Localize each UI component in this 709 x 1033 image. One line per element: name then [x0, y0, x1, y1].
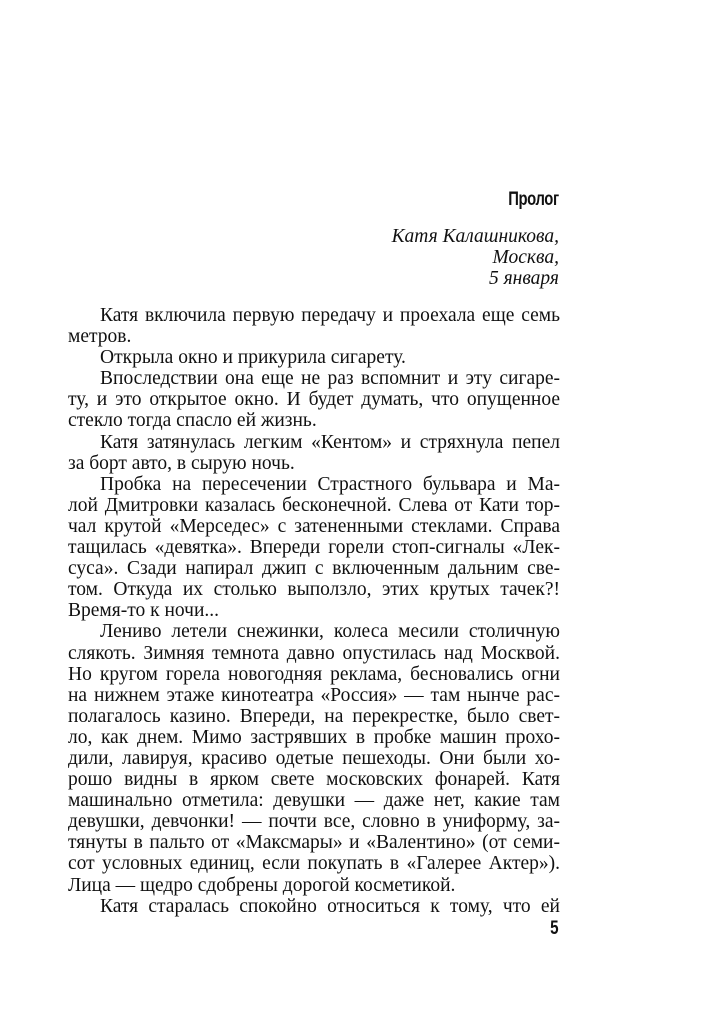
text-line: метров. — [68, 326, 132, 348]
text-line: слякоть. Зимняя темнота давно опустилась над Москвой. — [68, 642, 560, 664]
epigraph-line: 5 января — [488, 268, 559, 289]
text-line: том. Откуда их столько выползло, этих крутых тачек?! — [68, 579, 560, 601]
text-line: Впоследствии она еще не раз вспомнит и эту сигаре- — [100, 368, 560, 390]
page-number: 5 — [550, 918, 559, 939]
text-line: Лица — щедро сдобрены дорогой косметикой. — [68, 874, 456, 896]
text-line: машинально отметила: девушки — даже нет, какие там — [68, 790, 560, 812]
text-line: лой Дмитровки казалась бесконечной. Слева от Кати тор- — [68, 494, 560, 516]
text-line: тянуты в пальто от «Максмары» и «Валентино» (от семи- — [68, 832, 560, 854]
text-line: Катя затянулась легким «Кентом» и стряхнула пепел — [100, 431, 560, 453]
text-line: сот условных единиц, если покупать в «Галерее Актер»). — [68, 853, 560, 875]
text-line: Но кругом горела новогодняя реклама, бесновались огни — [68, 663, 560, 685]
text-line: рошо видны в ярком свете московских фонарей. Катя — [68, 769, 560, 791]
text-line: Катя включила первую передачу и проехала еще семь — [100, 305, 560, 326]
chapter-title: Пролог — [508, 189, 559, 210]
text-line: полагалось казино. Впереди, на перекрестке, было свет- — [68, 705, 560, 727]
text-line: Катя старалась спокойно относиться к тому, что ей — [100, 895, 560, 917]
epigraph — [392, 226, 559, 289]
text-line: Пробка на пересечении Страстного бульвара и Ма- — [100, 473, 560, 495]
text-line: за борт авто, в сырую ночь. — [68, 452, 295, 474]
text-line: Время-то к ночи... — [68, 600, 220, 622]
body-text — [68, 305, 560, 917]
text-line: дили, лавируя, красиво одетые пешеходы. Они были хо- — [68, 747, 560, 769]
text-line: девушки, девчонки! — почти все, словно в униформу, за- — [68, 811, 560, 833]
text-line: суса». Сзади напирал джип с включенным дальним све- — [68, 558, 560, 580]
text-line: ту, и это открытое окно. И будет думать, что опущенное — [68, 389, 560, 411]
text-line: Открыла окно и прикурила сигарету. — [100, 347, 406, 369]
epigraph-line: Москва, — [492, 247, 559, 268]
text-line: ло, как днем. Мимо застрявших в пробке машин прохо- — [68, 726, 560, 748]
text-line: на нижнем этаже кинотеатра «Россия» — там нынче рас- — [68, 684, 560, 706]
epigraph-line: Катя Калашникова, — [391, 226, 559, 247]
text-line: Лениво летели снежинки, колеса месили столичную — [100, 621, 560, 643]
text-line: тащилась «девятка». Впереди горели стоп-сигналы «Лек- — [68, 537, 560, 559]
text-line: стекло тогда спасло ей жизнь. — [68, 410, 317, 432]
text-line: чал крутой «Мерседес» с затененными стеклами. Справа — [68, 515, 560, 537]
